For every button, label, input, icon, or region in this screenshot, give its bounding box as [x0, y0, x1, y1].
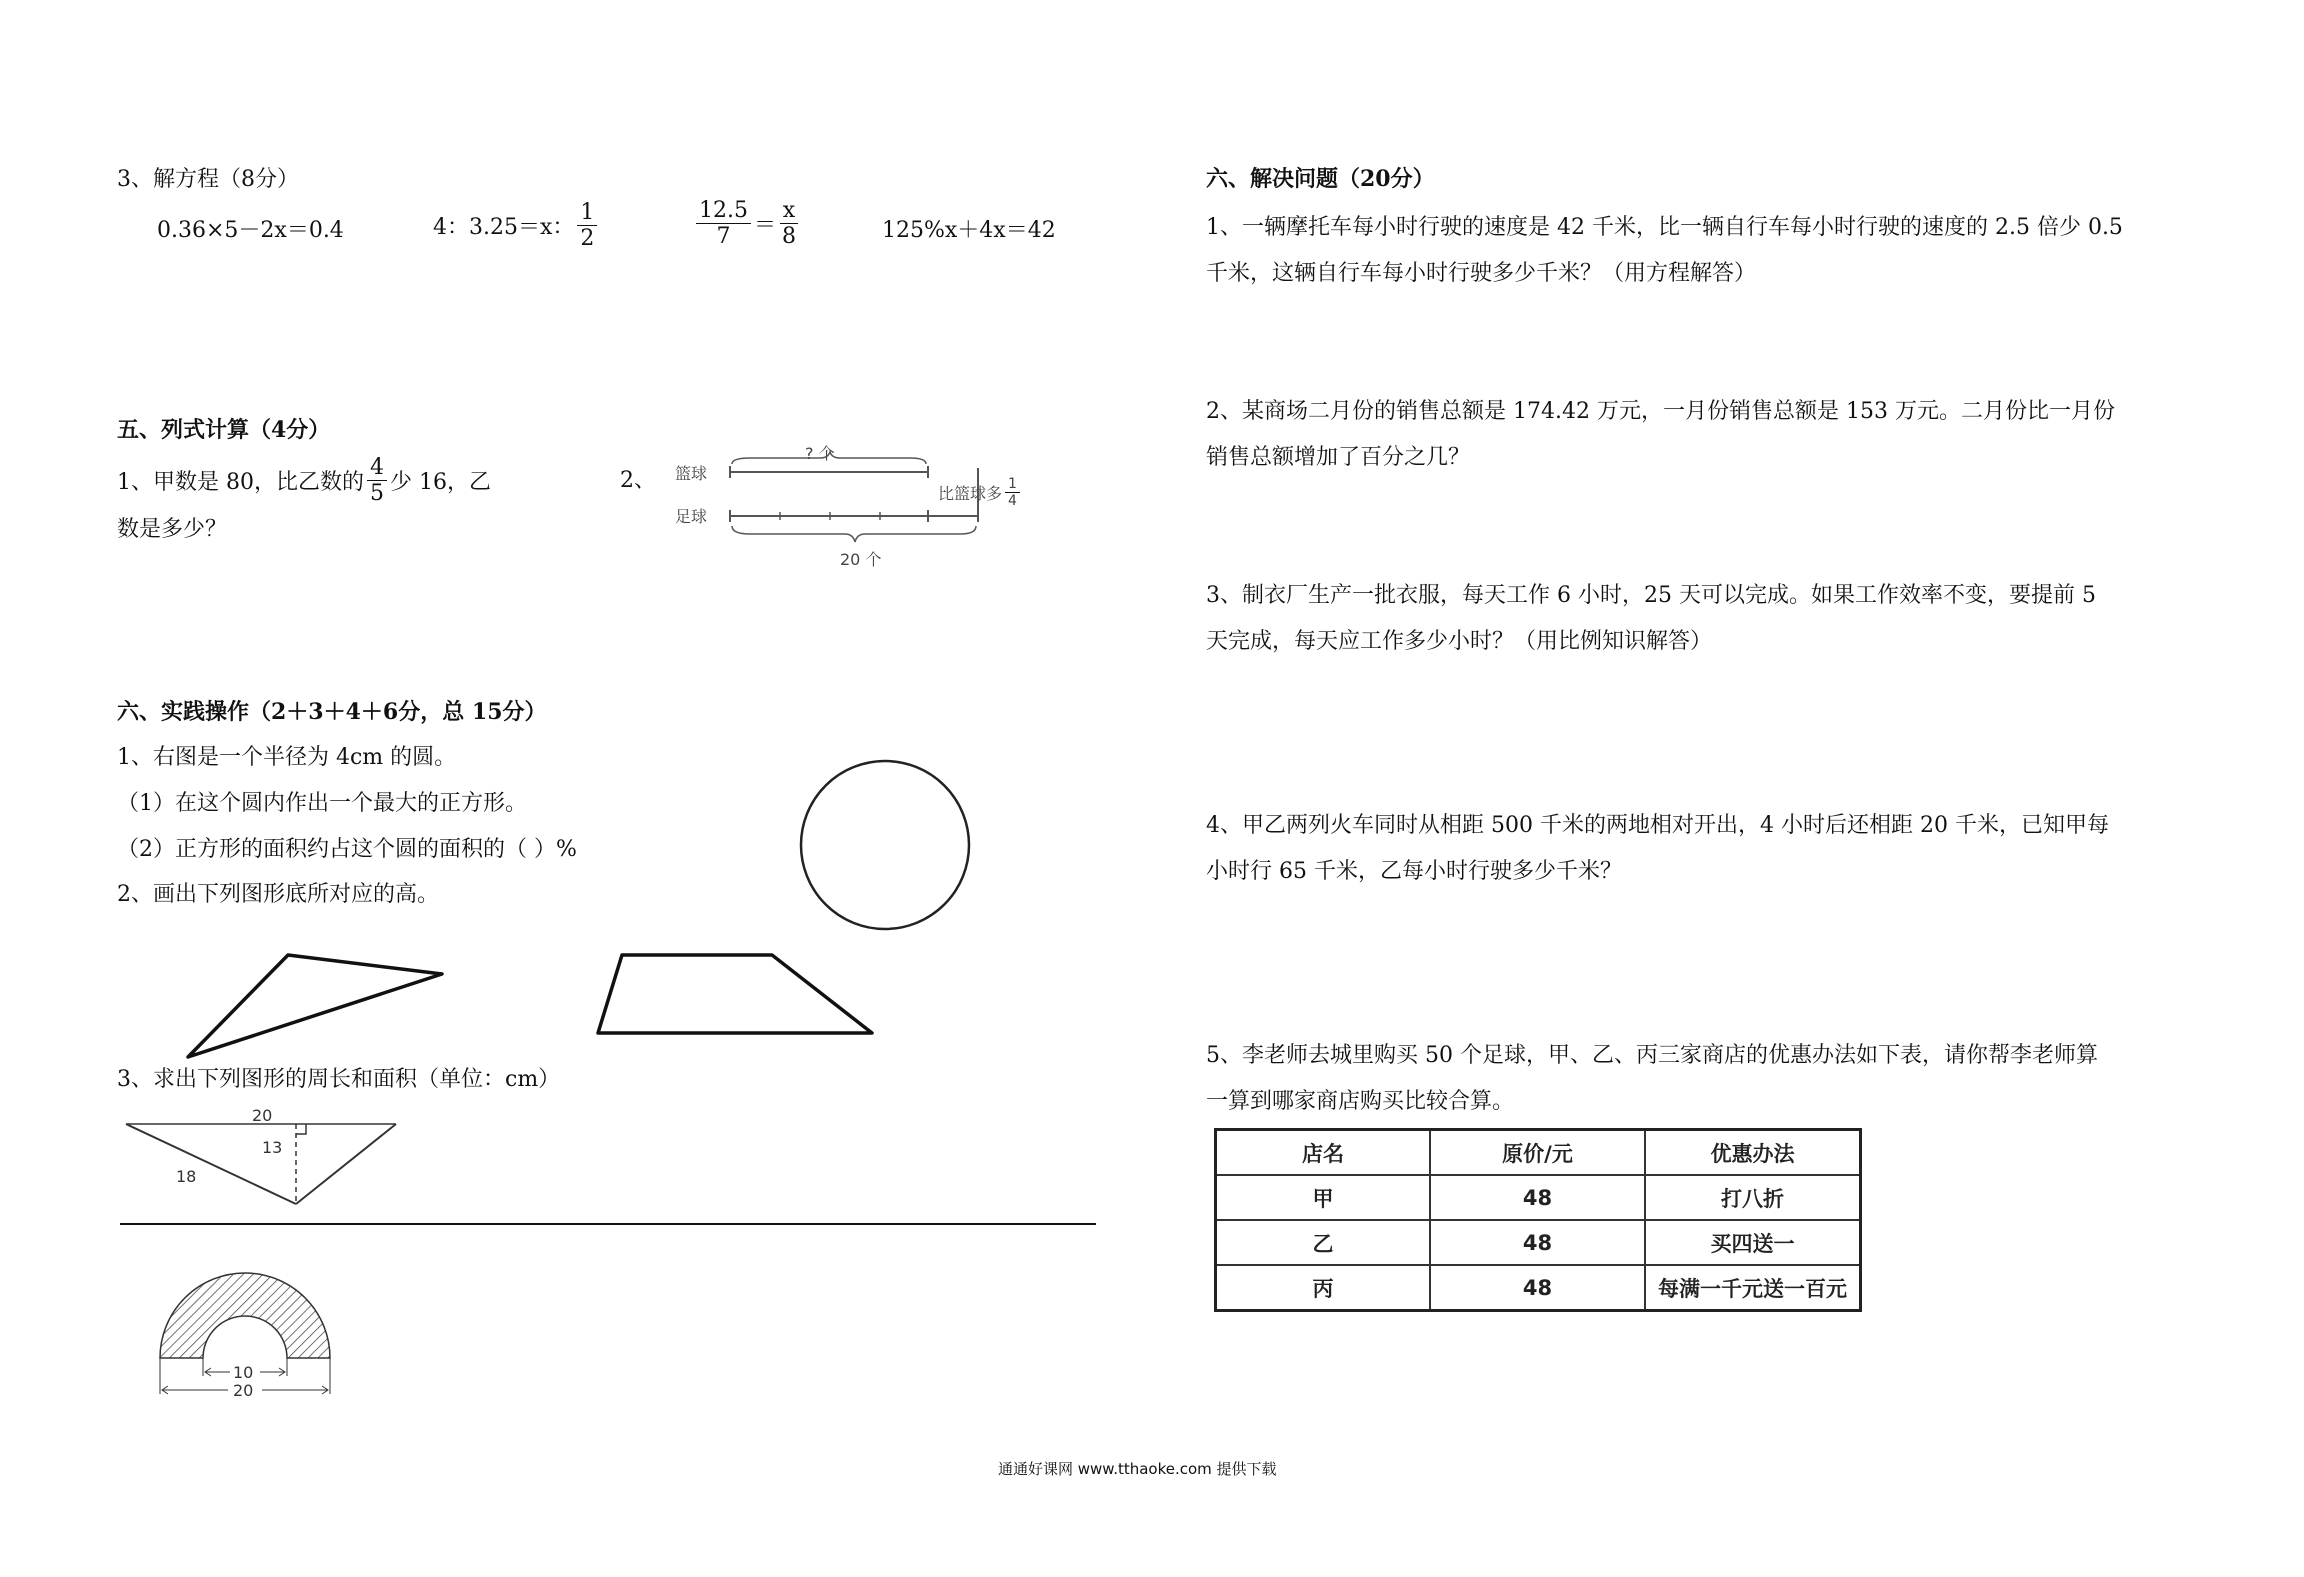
fraction-numerator: 12.5 — [696, 198, 751, 224]
fraction-denominator: 4 — [1008, 493, 1017, 510]
section-3-title: 3、解方程（8分） — [117, 167, 299, 192]
footer-text: 通通好课网 www.tthaoke.com 提供下载 — [998, 1460, 1277, 1478]
table-cell: 丙 — [1216, 1265, 1431, 1311]
diagram-label-unknown: ? 个 — [805, 444, 835, 463]
table-cell: 每满一千元送一百元 — [1645, 1265, 1861, 1311]
table-cell: 乙 — [1216, 1220, 1431, 1265]
arch-label-outer: 20 — [233, 1381, 254, 1400]
diagram-label-football: 足球 — [675, 507, 708, 526]
fraction-denominator: 5 — [370, 481, 384, 507]
diagram-more-text: 比篮球多 — [938, 484, 1003, 504]
equation-2-text: 4：3.25＝x： — [433, 215, 575, 241]
problem-3-line-1: 3、制衣厂生产一批衣服，每天工作 6 小时，25 天可以完成。如果工作效率不变，要提前 5 — [1206, 583, 2096, 608]
problem-2-line-2: 销售总额增加了百分之几？ — [1206, 445, 1471, 470]
table-cell: 打八折 — [1645, 1175, 1861, 1220]
section-6-practice-title: 六、实践操作（2＋3＋4＋6分，总 15分） — [117, 699, 547, 725]
figure-label-top: 20 — [252, 1106, 273, 1125]
diagram-label-basketball: 篮球 — [675, 464, 708, 483]
fraction-denominator: 2 — [580, 226, 595, 252]
equation-4: 125%x＋4x＝42 — [882, 218, 1056, 243]
table-header-row — [1216, 1130, 1861, 1176]
table-row — [1216, 1220, 1861, 1265]
fraction-numerator: x — [780, 198, 798, 224]
problem-5-line-1: 5、李老师去城里购买 50 个足球，甲、乙、丙三家商店的优惠办法如下表，请你帮李老师算 — [1206, 1043, 2098, 1068]
equation-3-left-fraction — [696, 198, 751, 250]
problem-5-line-2: 一算到哪家商店购买比较合算。 — [1206, 1089, 1515, 1114]
problem-3-line-2: 天完成，每天应工作多少小时？（用比例知识解答） — [1206, 629, 1713, 654]
section-5-title: 五、列式计算（4分） — [117, 417, 331, 443]
section-6-problems-title: 六、解决问题（20分） — [1206, 166, 1435, 192]
divider-line — [120, 1223, 1096, 1225]
shapes-for-height — [180, 945, 900, 1065]
problem-4-line-1: 4、甲乙两列火车同时从相距 500 千米的两地相对开出，4 小时后还相距 20 千米，已知甲每 — [1206, 813, 2109, 838]
section-5-question-1 — [117, 455, 491, 507]
diagram-label-total: 20 个 — [840, 550, 882, 569]
fraction-numerator: 1 — [1005, 476, 1020, 493]
question-text: 1、甲数是 80，比乙数的 — [117, 470, 364, 496]
question-fraction — [367, 455, 387, 507]
figure-label-height: 13 — [262, 1138, 283, 1157]
fraction-numerator: 4 — [367, 455, 387, 481]
equation-2 — [433, 200, 600, 252]
problem-4-line-2: 小时行 65 千米，乙每小时行驶多少千米？ — [1206, 859, 1622, 884]
practice-question-1b: （2）正方形的面积约占这个圆的面积的（ ）% — [117, 837, 577, 862]
diagram-more-fraction — [1005, 476, 1020, 509]
section-5-question-1-line2: 数是多少？ — [117, 517, 228, 542]
table-header-cell: 原价/元 — [1430, 1130, 1645, 1176]
equation-1: 0.36×5－2x＝0.4 — [157, 218, 344, 243]
fraction-numerator: 1 — [577, 200, 597, 226]
fraction-denominator: 8 — [782, 224, 796, 250]
section-5-question-2-number: 2、 — [620, 468, 656, 493]
practice-question-1a: （1）在这个圆内作出一个最大的正方形。 — [117, 791, 527, 816]
arch-label-inner: 10 — [233, 1363, 254, 1382]
table-header-cell: 优惠办法 — [1645, 1130, 1861, 1176]
triangle-shape — [188, 955, 442, 1057]
practice-question-3: 3、求出下列图形的周长和面积（单位：cm） — [117, 1067, 561, 1092]
equals-sign: ＝ — [753, 213, 776, 239]
discount-table — [1214, 1128, 1862, 1312]
equation-3-right-fraction — [779, 198, 799, 250]
trapezoid-shape — [598, 955, 872, 1033]
problem-2-line-1: 2、某商场二月份的销售总额是 174.42 万元，一月份销售总额是 153 万元。二月份比一月份 — [1206, 399, 2115, 424]
diagram-label-more — [938, 476, 1023, 509]
table-row — [1216, 1175, 1861, 1220]
table-cell: 买四送一 — [1645, 1220, 1861, 1265]
table-cell: 48 — [1430, 1220, 1645, 1265]
circle-figure — [795, 758, 975, 938]
question-text-cont: 少 16，乙 — [390, 470, 491, 496]
problem-1-line-2: 千米，这辆自行车每小时行驶多少千米？（用方程解答） — [1206, 261, 1757, 286]
table-cell: 48 — [1430, 1175, 1645, 1220]
table-cell: 48 — [1430, 1265, 1645, 1311]
problem-1-line-1: 1、一辆摩托车每小时行驶的速度是 42 千米，比一辆自行车每小时行驶的速度的 2.5 倍少 0.5 — [1206, 215, 2123, 240]
table-cell: 甲 — [1216, 1175, 1431, 1220]
table-row — [1216, 1265, 1861, 1311]
equation-3 — [693, 198, 802, 250]
equation-2-fraction — [577, 200, 597, 252]
practice-question-1: 1、右图是一个半径为 4cm 的圆。 — [117, 745, 457, 770]
table-header-cell: 店名 — [1216, 1130, 1431, 1176]
figure-label-side: 18 — [176, 1167, 197, 1186]
practice-question-2: 2、画出下列图形底所对应的高。 — [117, 882, 439, 907]
fraction-denominator: 7 — [716, 224, 731, 250]
